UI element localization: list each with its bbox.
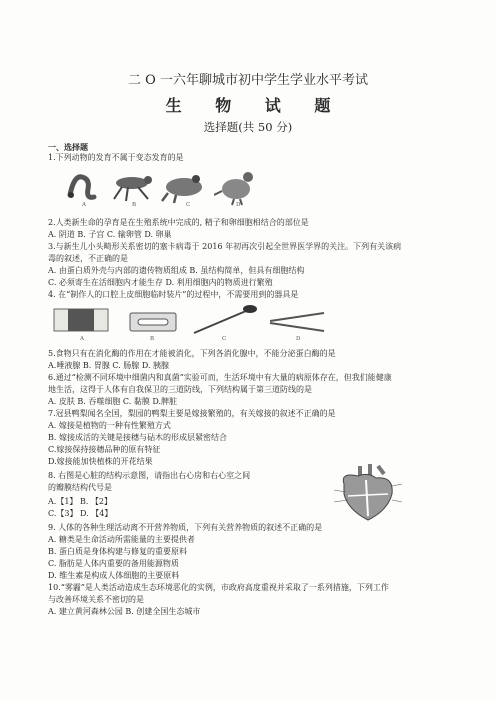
question-7-option-d: D.嫁接能加快植株的开花结果 xyxy=(48,457,153,466)
subject-title: 生 物 试 题 xyxy=(165,96,345,115)
question-7-option-a: A. 嫁接是植物的一种有性繁殖方式 xyxy=(48,421,171,430)
tweezers-icon xyxy=(268,307,328,337)
question-4: 4. 在“制作人的口腔上皮细胞临时装片”的过程中，不需要用到的器具是 xyxy=(48,290,299,299)
question-3-options-ab: A. 由蛋白质外壳与内部的遗传物质组成 B. 虽结构简单，但具有细胞结构 xyxy=(48,266,305,275)
question-10-cont: 与改善环境关系不密切的是 xyxy=(48,595,144,604)
question-9: 9. 人体的各种生理活动离不开营养物质，下列有关营养物质的叙述不正确的是 xyxy=(48,523,323,532)
figure-label-a: A xyxy=(80,336,84,342)
figure-label-a: A xyxy=(82,202,86,208)
razor-blade-icon xyxy=(128,307,178,337)
section-subtitle: 选择题(共 50 分) xyxy=(203,120,293,134)
question-2: 2.人类新生命的孕育是在生殖系统中完成的, 精子和卵细胞相结合的部位是 xyxy=(48,218,309,227)
question-8: 8. 右图是心脏的结构示意图，请指出右心房和右心室之间 xyxy=(48,471,251,480)
question-9-option-c: C. 脂肪是人体内重要的备用能源物质 xyxy=(48,559,179,568)
figure-label-c: C xyxy=(186,202,191,208)
question-6: 6.通过“检测不同环境中细菌内和真菌”实验可而，生活环境中有大量的病原体存在，但我们能健康 xyxy=(48,373,392,382)
question-3-options-cd: C. 必须寄生在活细胞内才能生存 D. 利用细胞内的物质进行繁殖 xyxy=(48,278,273,287)
question-2-options: A. 阴道 B. 子宫 C. 输卵管 D. 卵巢 xyxy=(48,230,172,239)
question-5-options: A.唾液腺 B. 胃腺 C. 肠腺 D. 胰腺 xyxy=(48,361,170,370)
figure-label-b: B xyxy=(150,336,155,342)
question-10-options-ab: A. 建立黄河森林公园 B. 创建全国生态城市 xyxy=(48,607,201,616)
figure-label-d: D xyxy=(236,202,241,208)
question-5: 5.食物只有在消化酶的作用在才能被消化，下列各消化腺中，不能分泌蛋白酶的是 xyxy=(48,349,336,358)
question-9-option-a: A. 糖类是生命活动所需能量的主要提供者 xyxy=(48,535,195,544)
question-8-cont: 的瓣膜结构代号是 xyxy=(48,483,112,492)
figure-label-c: C xyxy=(222,336,227,342)
q4-figure-row xyxy=(52,303,332,341)
question-3-cont: 毒的叙述，不正确的是 xyxy=(48,254,128,263)
question-8-options-ab: A.【1】 B. 【2】 xyxy=(48,497,113,506)
question-3: 3.与新生儿小头畸形关系密切的塞卡病毒于 2016 年初再次引起全世界医学界的关注。下列有关该病 xyxy=(48,242,402,251)
q1-figure-row xyxy=(64,165,264,209)
locust-icon xyxy=(108,165,158,205)
question-7-option-b: B. 嫁接成活的关键是接穗与砧木的形成层紧密结合 xyxy=(48,433,227,442)
section-heading: 一、选择题 xyxy=(48,142,88,152)
frog-icon xyxy=(160,165,210,205)
question-8-options-cd: C.【3】 D. 【4】 xyxy=(48,509,113,518)
silkworm-icon xyxy=(64,165,108,205)
dropper-icon xyxy=(190,303,260,337)
heart-diagram-icon xyxy=(330,462,406,524)
slide-icon xyxy=(52,303,110,337)
question-9-option-b: B. 蛋白质是身体构建与修复的重要原料 xyxy=(48,547,187,556)
figure-label-b: B xyxy=(132,202,137,208)
question-1: 1.下列动物的发育不属于变态发育的是 xyxy=(48,153,184,162)
figure-label-d: D xyxy=(296,336,301,342)
question-6-options: A. 皮肤 B. 吞噬细胞 C. 黏膜 D.脾脏 xyxy=(48,397,178,406)
question-10: 10.“雾霾”是人类活动造成生态环境恶化的实例，市政府高度重视并采取了一系列措施，下列工作 xyxy=(48,583,389,592)
question-7-option-c: C.嫁接保持接穗品种的原有特征 xyxy=(48,445,161,454)
question-7: 7.冠县鸭梨闻名全国，梨园的鸭梨主要是嫁接繁殖的，有关嫁接的叙述不正确的是 xyxy=(48,409,336,418)
pigeon-icon xyxy=(214,165,262,207)
question-9-option-d: D. 维生素是构成人体细胞的主要原料 xyxy=(48,571,180,580)
question-6-cont: 地生活，这得于人体有自我保卫的三道防线，下列结构属于第三道防线的是 xyxy=(48,385,312,394)
exam-title: 二 O 一六年聊城市初中学生学业水平考试 xyxy=(128,73,368,88)
